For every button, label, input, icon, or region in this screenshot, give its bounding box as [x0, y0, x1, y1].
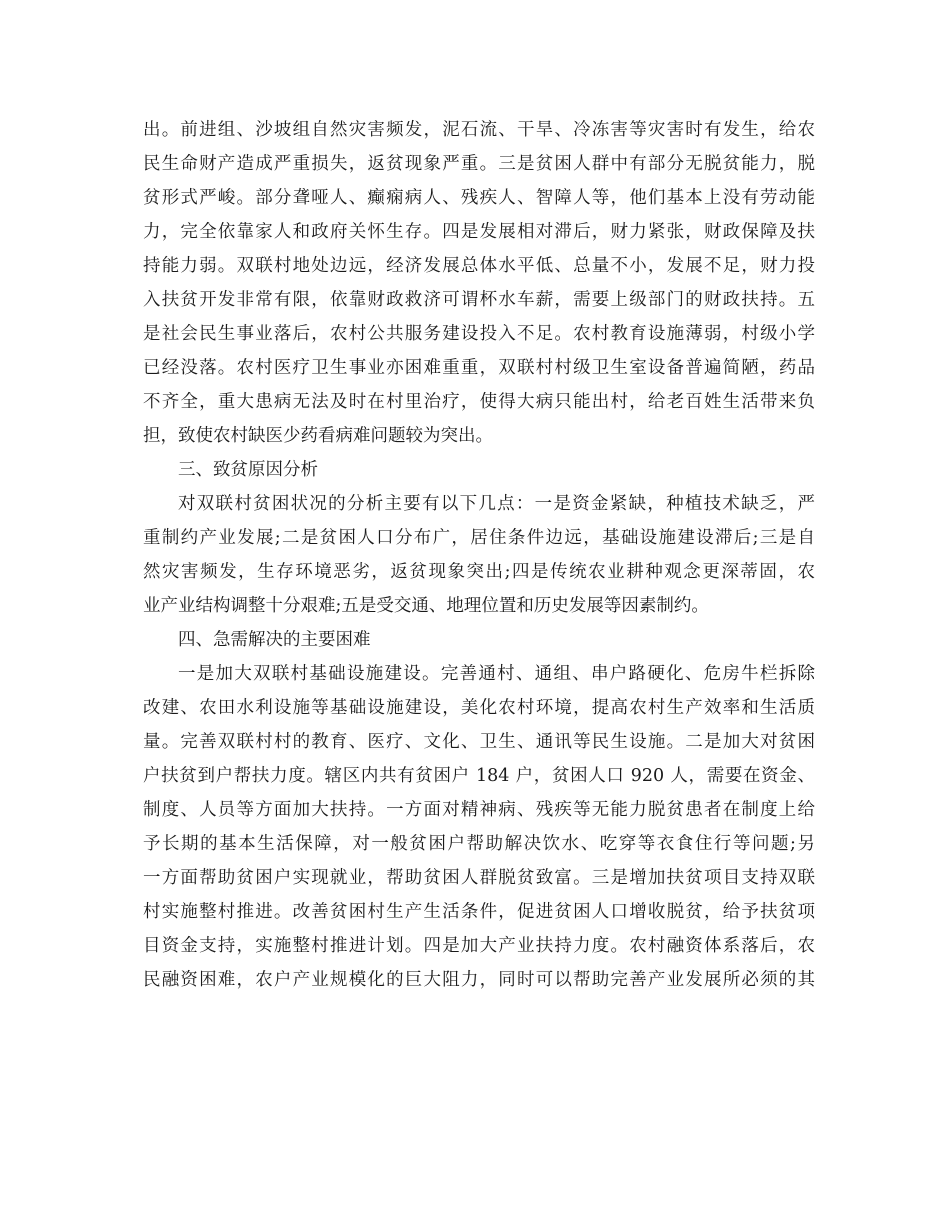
text-line: 对双联村贫困状况的分析主要有以下几点：一是资金紧缺，种植技术缺乏，严	[178, 494, 815, 514]
text-line: 担，致使农村缺医少药看病难问题较为突出。	[143, 426, 493, 446]
text-line: 目资金支持，实施整村推进计划。四是加大产业扶持力度。农村融资体系落后，农	[143, 936, 815, 956]
text-line: 出。前进组、沙坡组自然灾害频发，泥石流、干旱、冷冻害等灾害时有发生，给农	[143, 120, 815, 140]
text-line: 是社会民生事业落后，农村公共服务建设投入不足。农村教育设施薄弱，村级小学	[143, 324, 815, 344]
section-heading: 四、急需解决的主要困难	[178, 630, 371, 650]
section-heading: 三、致贫原因分析	[178, 460, 318, 480]
text-line: 民生命财产造成严重损失，返贫现象严重。三是贫困人群中有部分无脱贫能力，脱	[143, 154, 815, 174]
text-line: 业产业结构调整十分艰难;五是受交通、地理位置和历史发展等因素制约。	[143, 596, 709, 616]
text-line: 改建、农田水利设施等基础设施建设，美化农村环境，提高农村生产效率和生活质	[143, 698, 815, 718]
document-body	[143, 113, 815, 997]
text-line: 一方面帮助贫困户实现就业，帮助贫困人群脱贫致富。三是增加扶贫项目支持双联	[143, 868, 815, 888]
text-line: 制度、人员等方面加大扶持。一方面对精神病、残疾等无能力脱贫患者在制度上给	[143, 800, 815, 820]
text-line: 不齐全，重大患病无法及时在村里治疗，使得大病只能出村，给老百姓生活带来负	[143, 392, 815, 412]
text-line: 户扶贫到户帮扶力度。辖区内共有贫困户 184 户，贫困人口 920 人，需要在资金、	[143, 766, 815, 786]
text-line: 一是加大双联村基础设施建设。完善通村、通组、串户路硬化、危房牛栏拆除	[178, 664, 815, 684]
text-line: 重制约产业发展;二是贫困人口分布广，居住条件边远，基础设施建设滞后;三是自	[143, 528, 815, 548]
text-line: 予长期的基本生活保障，对一般贫困户帮助解决饮水、吃穿等衣食住行等问题;另	[143, 834, 815, 854]
text-line: 民融资困难，农户产业规模化的巨大阻力，同时可以帮助完善产业发展所必须的其	[143, 970, 815, 990]
text-line: 然灾害频发，生存环境恶劣，返贫现象突出;四是传统农业耕种观念更深蒂固，农	[143, 562, 815, 582]
text-line: 力，完全依靠家人和政府关怀生存。四是发展相对滞后，财力紧张，财政保障及扶	[143, 222, 815, 242]
text-line: 入扶贫开发非常有限，依靠财政救济可谓杯水车薪，需要上级部门的财政扶持。五	[143, 290, 815, 310]
text-line: 持能力弱。双联村地处边远，经济发展总体水平低、总量不小，发展不足，财力投	[143, 256, 815, 276]
text-line: 村实施整村推进。改善贫困村生产生活条件，促进贫困人口增收脱贫，给予扶贫项	[143, 902, 815, 922]
text-line: 贫形式严峻。部分聋哑人、癫痫病人、残疾人、智障人等，他们基本上没有劳动能	[143, 188, 815, 208]
text-line: 量。完善双联村村的教育、医疗、文化、卫生、通讯等民生设施。二是加大对贫困	[143, 732, 815, 752]
text-line: 已经没落。农村医疗卫生事业亦困难重重，双联村村级卫生室设备普遍简陋，药品	[143, 358, 815, 378]
